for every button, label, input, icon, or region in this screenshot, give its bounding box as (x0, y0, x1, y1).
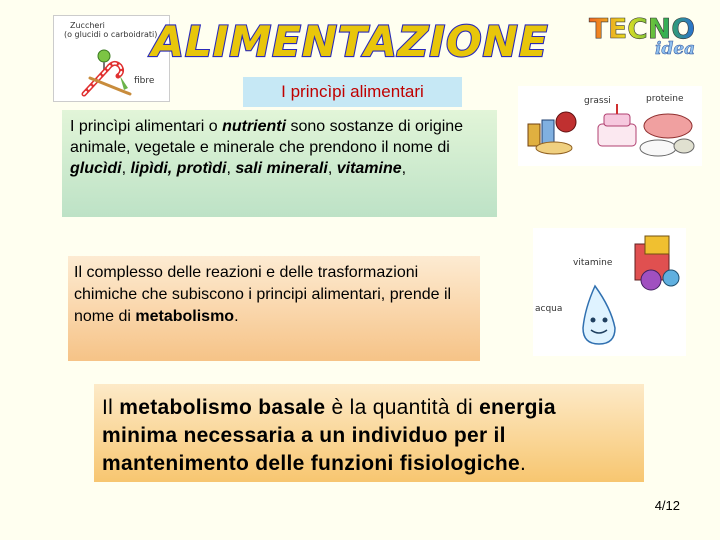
definition-box: I princìpi alimentari o nutrienti sono sostanze di origine animale, vegetale e minerale che prendono il nome di glucìdi, lipìdi, protìdi, sali minerali, vitamine, (62, 110, 497, 217)
proteine-label: proteine (646, 94, 684, 104)
title-wordart (151, 10, 549, 70)
sugar-caption-1: Zuccheri (70, 21, 105, 30)
sali-minerali-term: sali minerali (235, 160, 328, 177)
subtitle: I princìpi alimentari (243, 77, 462, 107)
logo-sub: idea (655, 39, 696, 59)
acqua-label: acqua (535, 304, 563, 314)
food-clipart (518, 86, 702, 166)
page-number: 4/12 (654, 498, 680, 513)
tecno-idea-logo (585, 10, 715, 59)
fibre-label: fibre (134, 76, 155, 86)
grassi-label: grassi (584, 96, 611, 106)
water-vitamins-clipart (533, 228, 686, 356)
vitamine-term: vitamine (336, 160, 402, 177)
nutrienti-term: nutrienti (222, 118, 287, 135)
metabolismo-term: metabolismo (135, 308, 235, 325)
title-text: ALIMENTAZIONE (151, 17, 549, 66)
energia-minima-term: energia minima necessaria a un individuo per il mantenimento delle funzioni fisiologiche (102, 396, 556, 475)
vitamins-water-icons (533, 228, 686, 356)
logo-main: TECNO (589, 12, 696, 45)
basal-metabolism-box: Il metabolismo basale è la quantità di energia minima necessaria a un individuo per il mantenimento delle funzioni fisiologiche. (94, 384, 644, 482)
sugar-caption-2: (o glucidi o carboidrati) (64, 30, 158, 39)
glucidi-term: glucìdi (70, 160, 122, 177)
vitamine-label: vitamine (573, 258, 613, 268)
lipidi-protidi-term: lipìdi, protìdi (130, 160, 227, 177)
food-icons (518, 86, 702, 166)
metabolism-box: Il complesso delle reazioni e delle trasformazioni chimiche che subiscono i principi alimentari, prende il nome di metabolismo. (68, 256, 480, 361)
metabolismo-basale-term: metabolismo basale (119, 396, 326, 419)
